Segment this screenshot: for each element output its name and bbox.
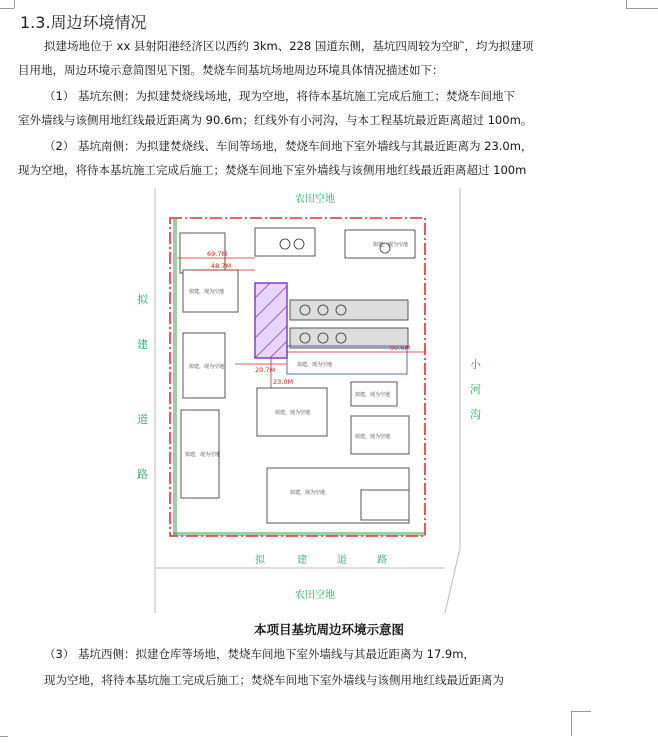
east-creek-char: 沟: [470, 408, 481, 421]
dimension-label: 23.0M: [273, 378, 294, 386]
building-block: [361, 490, 409, 520]
road-edge: [173, 532, 425, 536]
road-edge: [173, 218, 177, 536]
west-road-char: 建: [137, 338, 148, 351]
paragraph-line: 现为空地，将待本基坑施工完成后施工；焚烧车间地下室外墙线与该侧用地红线最近距离超过 100m: [18, 163, 527, 177]
block-label: 拟建，现为空地: [275, 410, 311, 416]
block-label: 拟建，现为空地: [355, 434, 391, 440]
paragraph-line: （1） 基坑东侧：为拟建焚烧线场地，现为空地，将待本基坑施工完成后施工；焚烧车间地下: [44, 89, 515, 103]
west-road-char: 路: [137, 468, 148, 481]
south-road-char: 道: [337, 555, 347, 566]
dimension-label: 48.7M: [211, 262, 232, 270]
dimension-label: 90.6M: [390, 344, 411, 352]
figure-caption: 本项目基坑周边环境示意图: [253, 622, 404, 637]
block-label: 拟建，现为空地: [189, 289, 225, 295]
block-label: 拟建，现为空地: [189, 364, 225, 370]
west-road-label: [137, 292, 149, 481]
building-blocks: [180, 228, 415, 523]
block-label: 拟建，现为空地: [297, 362, 333, 368]
foundation-pit: [255, 283, 287, 358]
paragraph-line: （3） 基坑西侧：拟建仓库等场地，焚烧车间地下室外墙线与其最近距离为 17.9m，: [44, 647, 475, 661]
page-corner-mark: [571, 711, 591, 712]
pit-outline: [287, 346, 407, 374]
south-road-label: [255, 553, 387, 566]
west-road-char: 道: [137, 413, 148, 426]
page-corner-mark: [571, 712, 572, 736]
dimension-label: 20.7M: [255, 366, 276, 374]
page-corner-mark: [14, 0, 15, 8]
east-creek-char: 小: [470, 358, 481, 371]
paragraph-line: （2） 基坑南侧：为拟建焚烧线、车间等场地，焚烧车间地下室外墙线与其最近距离为 23.0m，: [44, 139, 533, 153]
block-label: 拟建，现为空地: [355, 392, 391, 398]
section-title: 周边环境情况: [50, 13, 147, 32]
paragraph-line: 目用地，周边环境示意简图见下图。焚烧车间基坑场地周边环境具体情况描述如下：: [18, 63, 444, 77]
site-plan-figure: [115, 188, 565, 613]
south-road-char: 路: [377, 555, 387, 566]
paragraph-line: 室外墙线与该侧用地红线最近距离为 90.6m；红线外有小河沟，与本工程基坑最近距离超过 100m。: [18, 113, 533, 127]
paragraph-line: 拟建场地位于 xx 县射阳港经济区以西约 3km、228 国道东侧，基坑四周较为空旷，均为拟建项: [44, 39, 534, 53]
block-label: 拟建，现为空地: [373, 242, 409, 248]
bottom-label: 农田空地: [295, 590, 335, 601]
block-label: 拟建，现为空地: [185, 452, 221, 458]
page-corner-mark: [626, 0, 627, 8]
paragraph-line: 现为空地，将待本基坑施工完成后施工；焚烧车间地下室外墙线与该侧用地红线最近距离为: [44, 673, 504, 687]
east-creek-char: 河: [470, 383, 481, 396]
west-road-char: 拟: [137, 293, 148, 306]
section-number: 1.3.: [20, 13, 51, 32]
east-creek-label: [470, 357, 482, 421]
top-label: 农田空地: [295, 194, 335, 205]
page-corner-mark: [626, 8, 658, 9]
section-heading: [20, 10, 147, 33]
dimension-label: 69.7M: [207, 250, 228, 258]
south-road-char: 建: [297, 555, 307, 566]
south-road-char: 拟: [255, 555, 265, 566]
block-label: 拟建，现为空地: [290, 490, 326, 496]
page-corner-mark: [0, 736, 8, 737]
page-corner-mark: [0, 8, 14, 9]
